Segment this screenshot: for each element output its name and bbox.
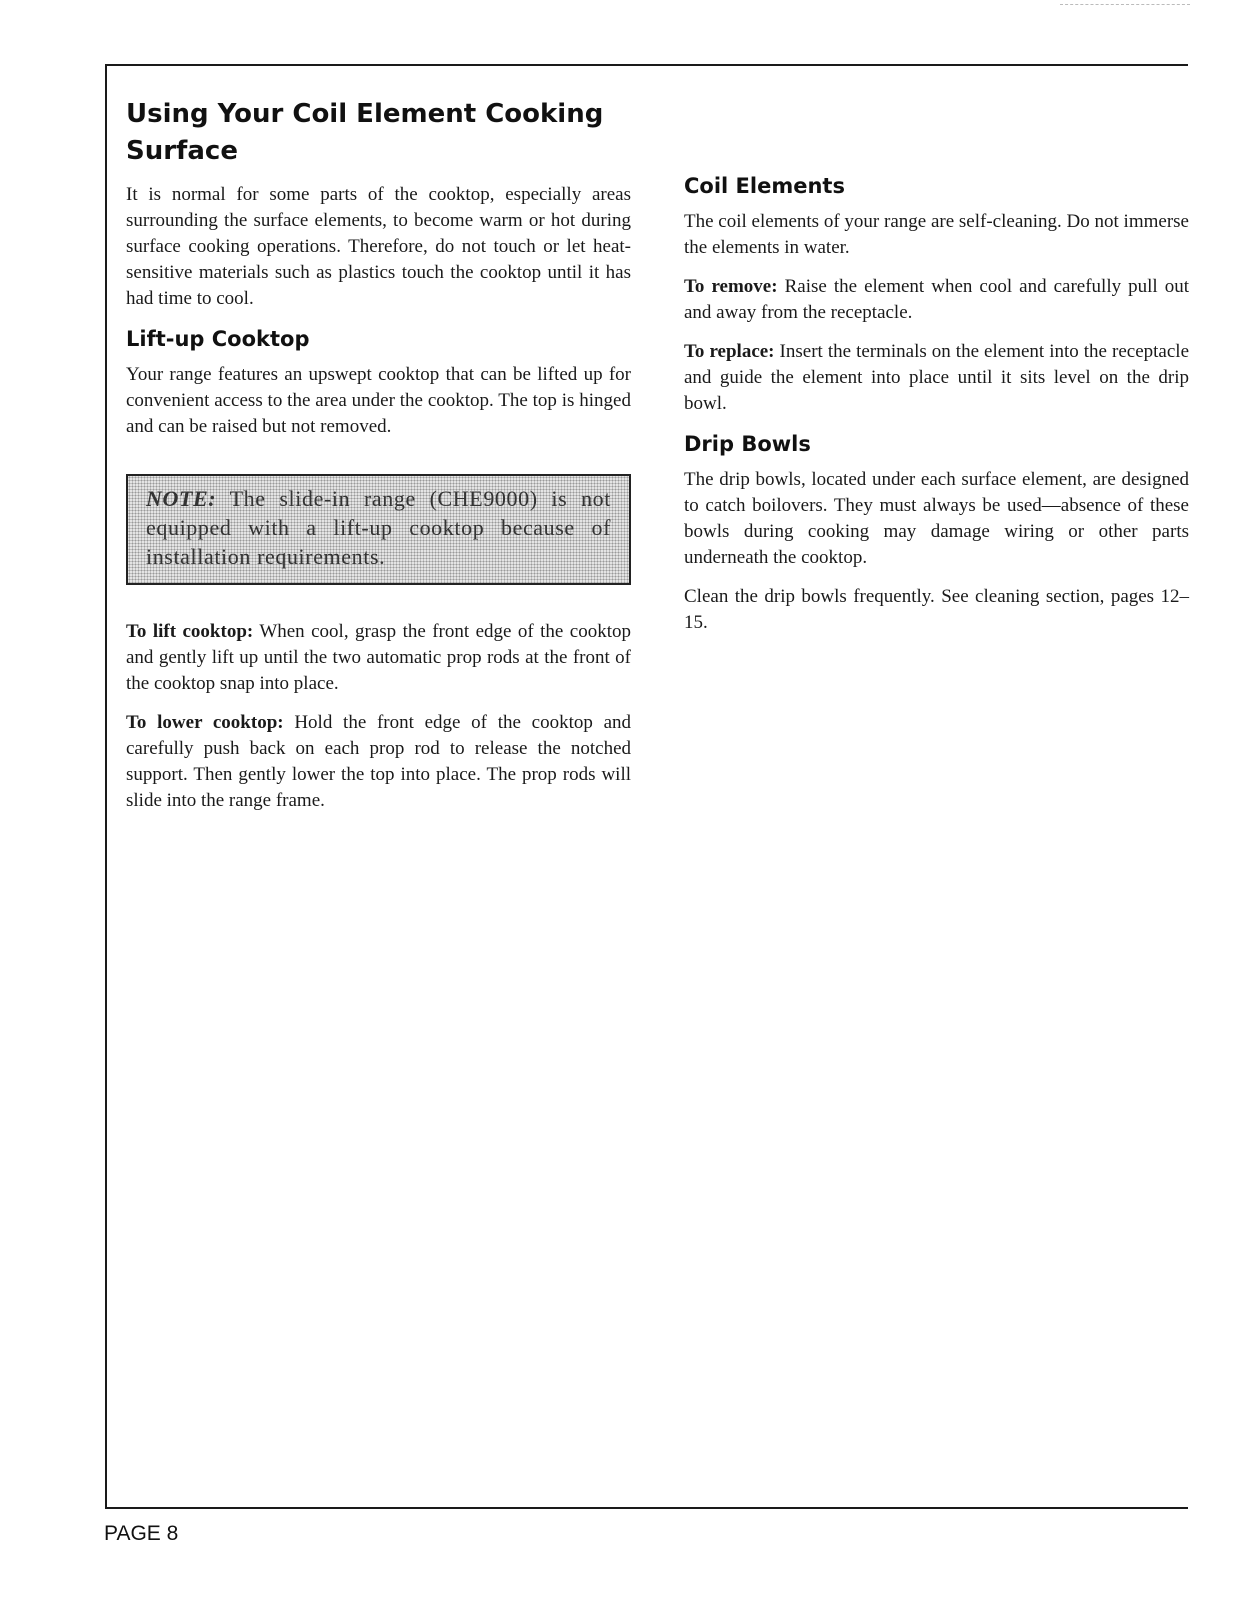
to-lift-cooktop-paragraph xyxy=(126,619,631,697)
to-replace-text: Insert the terminals on the element into the receptacle and guide the element into place until it sits level on the drip bowl. xyxy=(684,341,1189,414)
intro-paragraph: It is normal for some parts of the cooktop, especially areas surrounding the surface elements, to become warm or hot during surface cooking operations. Therefore, do not touch or let heat-sensitive materials such as plastics touch the cooktop until it has had time to cool. xyxy=(126,184,631,309)
to-lift-cooktop-text: When cool, grasp the front edge of the cooktop and gently lift up until the two automatic prop rods at the front of the cooktop snap into place. xyxy=(126,621,631,694)
right-column xyxy=(684,172,1189,649)
to-replace-paragraph xyxy=(684,339,1189,417)
lift-up-cooktop-paragraph: Your range features an upswept cooktop that can be lifted up for convenient access to the area under the cooktop. The top is hinged and can be raised but not removed. xyxy=(126,364,631,437)
coil-elements-paragraph: The coil elements of your range are self-cleaning. Do not immerse the elements in water. xyxy=(684,211,1189,258)
to-lower-cooktop-paragraph xyxy=(126,710,631,814)
note-text: The slide-in range (CHE9000) is not equipped with a lift-up cooktop because of installation requirements. xyxy=(146,486,611,569)
to-lower-cooktop-label: To lower cooktop: xyxy=(126,712,284,733)
note-label: NOTE: xyxy=(146,486,217,511)
to-lower-cooktop-text: Hold the front edge of the cooktop and carefully push back on each prop rod to release the notched support. Then gently lower the top into place. The prop rods will slide into the range frame. xyxy=(126,712,631,811)
page-frame-top-rule xyxy=(105,64,1188,66)
to-remove-label: To remove: xyxy=(684,276,778,297)
drip-bowls-heading: Drip Bowls xyxy=(684,432,811,456)
page-title: Using Your Coil Element Cooking Surface xyxy=(126,99,604,166)
drip-bowls-paragraph: The drip bowls, located under each surface element, are designed to catch boilovers. They must always be used—absence of these bowls during cooking may damage wiring or other parts underneath the cooktop. xyxy=(684,469,1189,568)
to-lift-cooktop-label: To lift cooktop: xyxy=(126,621,254,642)
note-paragraph xyxy=(146,484,611,571)
note-box xyxy=(126,474,631,585)
scan-corner-marks xyxy=(1060,4,1190,5)
page-frame-bottom-rule xyxy=(105,1507,1188,1509)
coil-elements-heading: Coil Elements xyxy=(684,174,845,198)
page-frame-left-rule xyxy=(105,64,107,1507)
to-replace-label: To replace: xyxy=(684,341,775,362)
to-remove-paragraph xyxy=(684,274,1189,326)
to-remove-text: Raise the element when cool and carefully pull out and away from the receptacle. xyxy=(684,276,1189,323)
left-column xyxy=(126,96,631,827)
lift-up-cooktop-heading: Lift-up Cooktop xyxy=(126,327,310,351)
drip-bowls-cleaning-paragraph: Clean the drip bowls frequently. See cleaning section, pages 12–15. xyxy=(684,586,1189,633)
page-number: PAGE 8 xyxy=(104,1522,179,1545)
